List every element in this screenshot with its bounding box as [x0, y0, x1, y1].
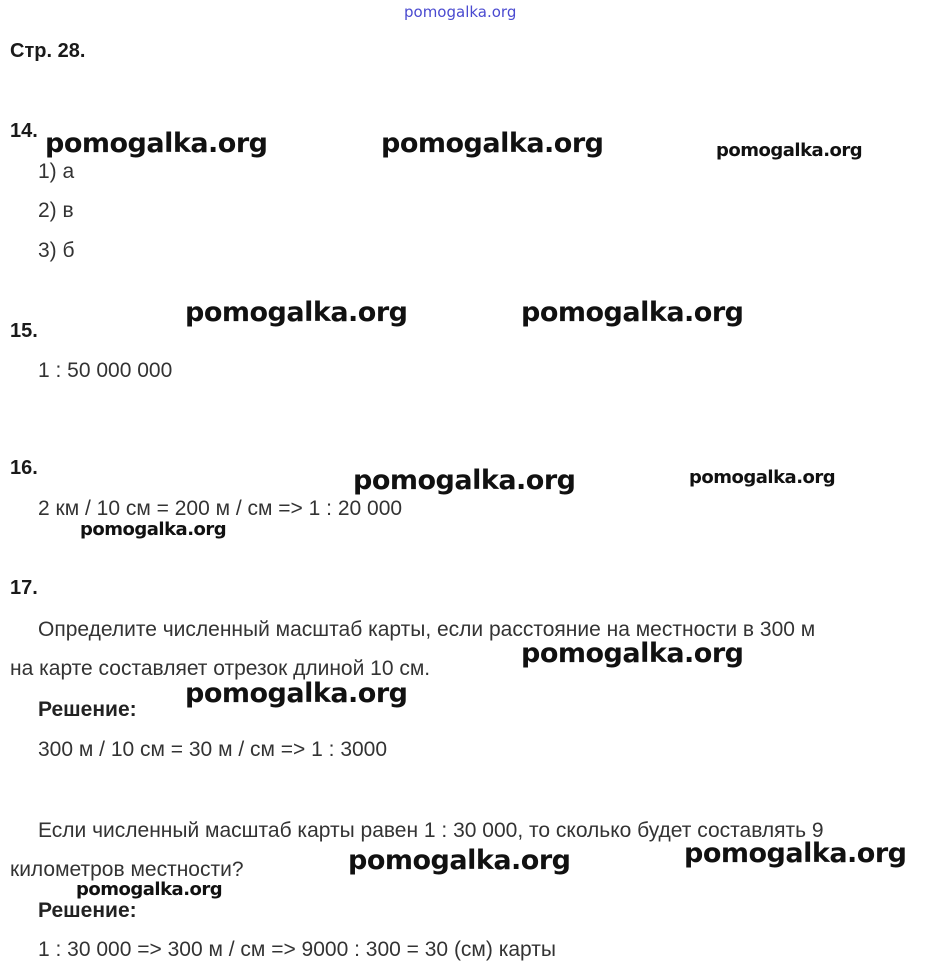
watermark: pomogalka.org	[689, 467, 836, 488]
watermark: pomogalka.org	[353, 465, 576, 496]
page-label: Стр. 28.	[10, 40, 86, 62]
task-17-question-1-line-1: Определите численный масштаб карты, если расстояние на местности в 300 м	[38, 618, 816, 641]
watermark: pomogalka.org	[716, 140, 863, 161]
task-17-question-2-line-1: Если численный масштаб карты равен 1 : 30 000, то сколько будет составлять 9	[38, 819, 824, 842]
watermark: pomogalka.org	[684, 838, 907, 869]
task-17-solution-1: 300 м / 10 см = 30 м / см => 1 : 3000	[38, 738, 388, 761]
task-17-solution-2: 1 : 30 000 => 300 м / см => 9000 : 300 = 30 (см) карты	[38, 938, 556, 961]
task-14-answer-1: 1) а	[38, 160, 75, 183]
task-17-question-2-line-2: километров местности?	[10, 858, 244, 881]
watermark: pomogalka.org	[348, 845, 571, 876]
task-15-number: 15.	[10, 320, 38, 342]
task-16-answer: 2 км / 10 см = 200 м / см => 1 : 20 000	[38, 497, 403, 520]
task-15-answer: 1 : 50 000 000	[38, 359, 173, 382]
watermark: pomogalka.org	[521, 297, 744, 328]
task-17-solution-label-2: Решение:	[38, 899, 137, 922]
task-14-answer-2: 2) в	[38, 199, 74, 222]
watermark: pomogalka.org	[80, 519, 227, 540]
watermark: pomogalka.org	[521, 638, 744, 669]
task-14-number: 14.	[10, 120, 38, 142]
task-16-number: 16.	[10, 457, 38, 479]
watermark: pomogalka.org	[76, 879, 223, 900]
watermark: pomogalka.org	[381, 128, 604, 159]
watermark: pomogalka.org	[185, 297, 408, 328]
task-17-solution-label: Решение:	[38, 698, 137, 721]
task-17-number: 17.	[10, 577, 38, 599]
watermark: pomogalka.org	[185, 678, 408, 709]
task-17-question-1-line-2: на карте составляет отрезок длиной 10 см.	[10, 657, 431, 680]
top-watermark: pomogalka.org	[404, 3, 517, 21]
watermark: pomogalka.org	[45, 128, 268, 159]
task-14-answer-3: 3) б	[38, 239, 75, 262]
